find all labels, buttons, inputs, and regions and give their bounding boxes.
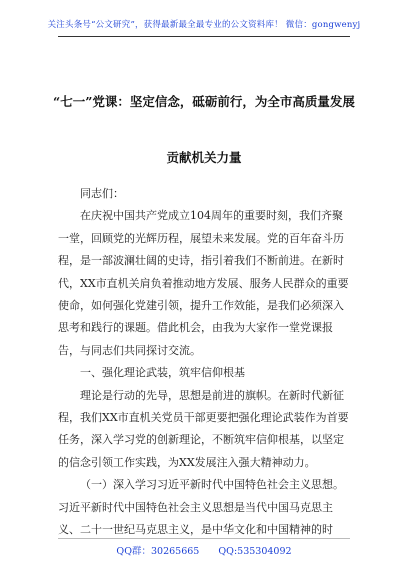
footer-divider (58, 538, 350, 539)
footer-qq-group[interactable]: QQ群：30265665 (116, 546, 200, 557)
document-title-line-1: “七一”党课：坚定信念，砥砺前行，为全市高质量发展 (53, 94, 355, 109)
salutation: 同志们： (80, 187, 124, 200)
document-title-line-2: 贡献机关力量 (166, 150, 242, 165)
footer-contacts (0, 543, 408, 557)
paragraph-subsection-1: （一）深入学习习近平新时代中国特色社会主义思想。习近平新时代中国特色社会主义思想是当代中国马克思主义、二十一世纪马克思主义，是中华文化和中国精神的时 (58, 478, 344, 537)
footer-qq[interactable]: QQ:535304092 (218, 546, 292, 557)
paragraph-theory: 理论是行动的先导，思想是前进的旗帜。在新时代新征程，我们XX市直机关党员干部更要把强化理论武装作为首要任务，深入学习党的创新理论，不断筑牢信仰根基，以坚定的信念引领工作实践，为XX发展注入强大精神动力。 (58, 388, 349, 469)
paragraph-intro: 在庆祝中国共产党成立104周年的重要时刻，我们齐聚一堂，回顾党的光辉历程，展望未来发展。党的百年奋斗历程，是一部波澜壮阔的史诗，指引着我们不断前进。在新时代，XX市直机关肩负着推动地方发展、服务人民群众的重要使命，如何强化党建引领，提升工作效能，是我们必须深入思考和践行的课题。借此机会，由我为大家作一堂党课报告，与同志们共同探讨交流。 (58, 209, 349, 357)
header-divider (58, 36, 350, 37)
header-notice[interactable]: 关注头条号“公文研究”，获得最新最全最专业的公文资料库！ 微信：gongwenyj (47, 20, 361, 30)
section-heading-1: 一、强化理论武装，筑牢信仰根基 (80, 366, 245, 380)
document-body (58, 183, 350, 542)
